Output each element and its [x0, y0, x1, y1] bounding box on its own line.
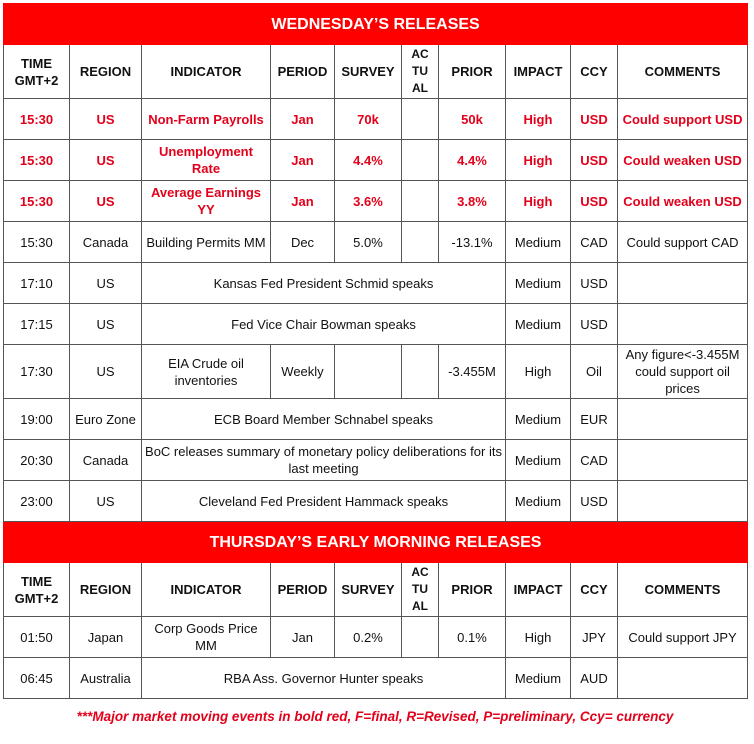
cell-region: Canada: [70, 222, 142, 263]
cell-survey: 0.2%: [335, 617, 402, 658]
cell-time: 15:30: [4, 140, 70, 181]
header-time: TIME GMT+2: [4, 45, 70, 99]
cell-indicator: Corp Goods Price MM: [142, 617, 271, 658]
cell-comments: Any figure<-3.455M could support oil prices: [618, 345, 748, 399]
cell-indicator: RBA Ass. Governor Hunter speaks: [142, 658, 506, 699]
table-row: [4, 481, 748, 522]
cell-comments: Could weaken USD: [618, 140, 748, 181]
cell-time: 01:50: [4, 617, 70, 658]
cell-indicator: Fed Vice Chair Bowman speaks: [142, 304, 506, 345]
table-row: [4, 140, 748, 181]
cell-indicator: ECB Board Member Schnabel speaks: [142, 399, 506, 440]
cell-impact: Medium: [506, 304, 571, 345]
header-indicator: INDICATOR: [142, 45, 271, 99]
cell-impact: Medium: [506, 658, 571, 699]
cell-region: Japan: [70, 617, 142, 658]
header-survey: SURVEY: [335, 563, 402, 617]
cell-prior: 0.1%: [439, 617, 506, 658]
cell-prior: 4.4%: [439, 140, 506, 181]
cell-actual: [402, 345, 439, 399]
wednesday-title: WEDNESDAY’S RELEASES: [4, 4, 748, 45]
cell-indicator: Cleveland Fed President Hammack speaks: [142, 481, 506, 522]
footer-note: ***Major market moving events in bold red, F=final, R=Revised, P=preliminary, Ccy= currency: [76, 709, 674, 724]
header-comments: COMMENTS: [618, 563, 748, 617]
cell-ccy: USD: [571, 263, 618, 304]
cell-actual: [402, 222, 439, 263]
cell-comments: Could support CAD: [618, 222, 748, 263]
cell-time: 15:30: [4, 222, 70, 263]
cell-indicator: Building Permits MM: [142, 222, 271, 263]
cell-comments: Could support USD: [618, 99, 748, 140]
header-actual: AC TU AL: [402, 563, 439, 617]
table-row: [4, 304, 748, 345]
cell-actual: [402, 181, 439, 222]
cell-survey: 4.4%: [335, 140, 402, 181]
header-comments: COMMENTS: [618, 45, 748, 99]
table-row: [4, 617, 748, 658]
cell-survey: 5.0%: [335, 222, 402, 263]
cell-period: Jan: [271, 99, 335, 140]
cell-time: 06:45: [4, 658, 70, 699]
cell-comments: Could support JPY: [618, 617, 748, 658]
table-row: [4, 263, 748, 304]
header-actual: AC TU AL: [402, 45, 439, 99]
table-row: [4, 222, 748, 263]
cell-region: Canada: [70, 440, 142, 481]
header-period: PERIOD: [271, 563, 335, 617]
cell-comments: [618, 399, 748, 440]
cell-impact: High: [506, 617, 571, 658]
cell-period: Jan: [271, 181, 335, 222]
header-prior: PRIOR: [439, 45, 506, 99]
cell-ccy: Oil: [571, 345, 618, 399]
cell-period: Jan: [271, 140, 335, 181]
cell-comments: [618, 440, 748, 481]
cell-ccy: AUD: [571, 658, 618, 699]
cell-indicator: Non-Farm Payrolls: [142, 99, 271, 140]
cell-indicator: Unemployment Rate: [142, 140, 271, 181]
table-row: [4, 658, 748, 699]
cell-impact: High: [506, 345, 571, 399]
cell-prior: 3.8%: [439, 181, 506, 222]
cell-time: 20:30: [4, 440, 70, 481]
cell-time: 19:00: [4, 399, 70, 440]
cell-survey: 70k: [335, 99, 402, 140]
cell-region: US: [70, 263, 142, 304]
cell-time: 17:30: [4, 345, 70, 399]
cell-region: US: [70, 304, 142, 345]
cell-impact: Medium: [506, 222, 571, 263]
economic-calendar: [3, 3, 747, 724]
header-survey: SURVEY: [335, 45, 402, 99]
header-ccy: CCY: [571, 563, 618, 617]
cell-period: Dec: [271, 222, 335, 263]
cell-actual: [402, 617, 439, 658]
cell-comments: Could weaken USD: [618, 181, 748, 222]
cell-actual: [402, 140, 439, 181]
table-row: [4, 345, 748, 399]
releases-table: [3, 3, 748, 699]
table-row: [4, 399, 748, 440]
cell-ccy: USD: [571, 181, 618, 222]
cell-comments: [618, 304, 748, 345]
cell-comments: [618, 658, 748, 699]
table-row: [4, 181, 748, 222]
cell-ccy: USD: [571, 99, 618, 140]
cell-ccy: USD: [571, 140, 618, 181]
cell-survey: [335, 345, 402, 399]
cell-indicator: EIA Crude oil inventories: [142, 345, 271, 399]
cell-period: Jan: [271, 617, 335, 658]
cell-impact: Medium: [506, 481, 571, 522]
cell-indicator: Kansas Fed President Schmid speaks: [142, 263, 506, 304]
cell-prior: -3.455M: [439, 345, 506, 399]
cell-ccy: EUR: [571, 399, 618, 440]
cell-survey: 3.6%: [335, 181, 402, 222]
table-row: [4, 440, 748, 481]
cell-prior: 50k: [439, 99, 506, 140]
cell-indicator: Average Earnings YY: [142, 181, 271, 222]
cell-ccy: USD: [571, 481, 618, 522]
header-time: TIME GMT+2: [4, 563, 70, 617]
header-impact: IMPACT: [506, 563, 571, 617]
cell-region: US: [70, 345, 142, 399]
header-prior: PRIOR: [439, 563, 506, 617]
header-period: PERIOD: [271, 45, 335, 99]
cell-impact: High: [506, 99, 571, 140]
cell-period: Weekly: [271, 345, 335, 399]
cell-region: Australia: [70, 658, 142, 699]
cell-ccy: JPY: [571, 617, 618, 658]
cell-region: US: [70, 140, 142, 181]
cell-impact: Medium: [506, 263, 571, 304]
cell-ccy: USD: [571, 304, 618, 345]
table-row: [4, 99, 748, 140]
wednesday-header-row: [4, 45, 748, 99]
header-ccy: CCY: [571, 45, 618, 99]
cell-time: 17:10: [4, 263, 70, 304]
cell-impact: High: [506, 181, 571, 222]
cell-comments: [618, 263, 748, 304]
cell-ccy: CAD: [571, 440, 618, 481]
cell-region: US: [70, 481, 142, 522]
cell-time: 15:30: [4, 99, 70, 140]
cell-impact: Medium: [506, 440, 571, 481]
cell-region: Euro Zone: [70, 399, 142, 440]
header-indicator: INDICATOR: [142, 563, 271, 617]
cell-time: 23:00: [4, 481, 70, 522]
header-region: REGION: [70, 563, 142, 617]
cell-region: US: [70, 99, 142, 140]
cell-time: 15:30: [4, 181, 70, 222]
cell-indicator: BoC releases summary of monetary policy deliberations for its last meeting: [142, 440, 506, 481]
header-impact: IMPACT: [506, 45, 571, 99]
thursday-header-row: [4, 563, 748, 617]
cell-comments: [618, 481, 748, 522]
cell-impact: High: [506, 140, 571, 181]
header-region: REGION: [70, 45, 142, 99]
cell-impact: Medium: [506, 399, 571, 440]
cell-prior: -13.1%: [439, 222, 506, 263]
cell-ccy: CAD: [571, 222, 618, 263]
cell-region: US: [70, 181, 142, 222]
cell-actual: [402, 99, 439, 140]
thursday-title: THURSDAY’S EARLY MORNING RELEASES: [4, 522, 748, 563]
cell-time: 17:15: [4, 304, 70, 345]
